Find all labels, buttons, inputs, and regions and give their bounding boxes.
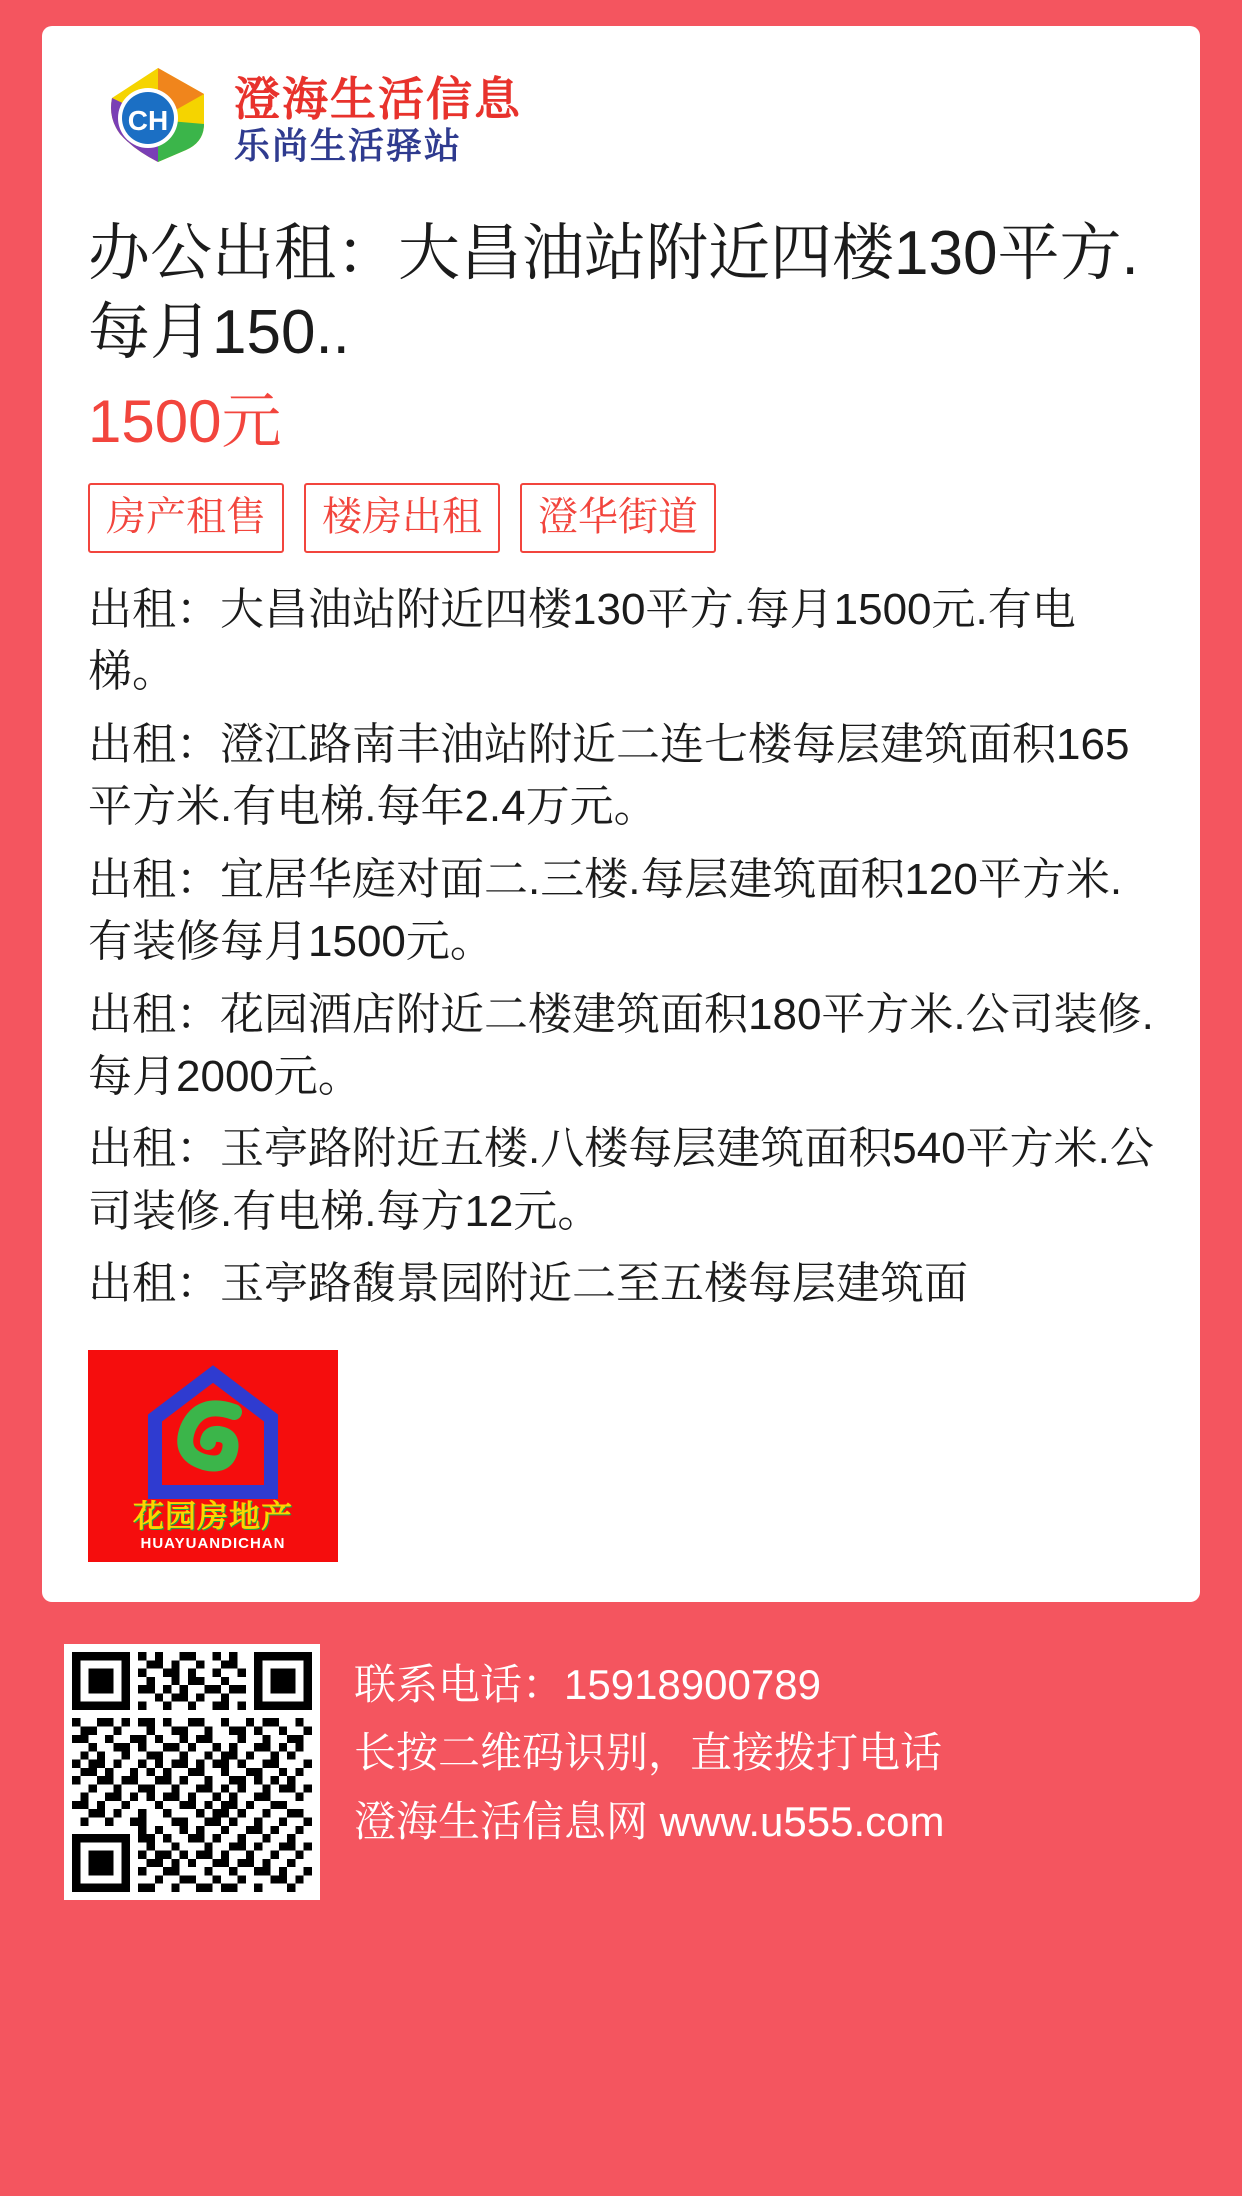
contact-phone[interactable]: 联系电话：15918900789 [354,1660,821,1708]
post-body [88,579,1154,1316]
house-spiral-logo-icon [138,1360,288,1505]
page-title: 办公出租：大昌油站附近四楼130平方.每月150.. [88,219,1139,368]
advertiser-logo-image [88,1350,338,1562]
tag-category[interactable]: 房产租售 [88,483,284,553]
body-paragraph: 出租：大昌油站附近四楼130平方.每月1500元.有电梯。 [88,584,1076,697]
site-logo[interactable] [88,64,1154,176]
qr-code-icon[interactable] [64,1644,320,1900]
price-label: 1500元 [88,387,282,455]
body-paragraph: 出租：花园酒店附近二楼建筑面积180平方米.公司装修.每月2000元。 [88,989,1154,1101]
tag-subcategory[interactable]: 楼房出租 [304,483,500,553]
logo-text-block [234,73,522,166]
tag-list [88,483,1154,553]
ch-hexagon-logo-icon [100,64,216,176]
svg-text:CH: CH [127,105,169,136]
contact-text-block [354,1644,944,1847]
contact-footer [42,1602,1200,1940]
body-paragraph: 出租：澄江路南丰油站附近二连七楼每层建筑面积165平方米.有电梯.每年2.4万元。 [88,719,1130,832]
body-paragraph: 出租：玉亭路馥景园附近二至五楼每层建筑面 [88,1259,968,1309]
advertiser-name: 花园房地产 [133,1498,293,1534]
body-paragraph: 出租：玉亭路附近五楼.八楼每层建筑面积540平方米.公司装修.有电梯.每方12元。 [88,1124,1154,1236]
site-url[interactable]: 澄海生活信息网 www.u555.com [354,1797,945,1845]
logo-title: 澄海生活信息 [234,73,522,125]
advertiser-pinyin: HUAYUANDICHAN [140,1534,286,1552]
logo-subtitle: 乐尚生活驿站 [234,125,463,166]
tag-area[interactable]: 澄华街道 [520,483,716,553]
contact-hint: 长按二维码识别，直接拨打电话 [354,1729,943,1777]
body-paragraph: 出租：宜居华庭对面二.三楼.每层建筑面积120平方米.有装修每月1500元。 [88,854,1123,967]
article-card [42,26,1200,1602]
